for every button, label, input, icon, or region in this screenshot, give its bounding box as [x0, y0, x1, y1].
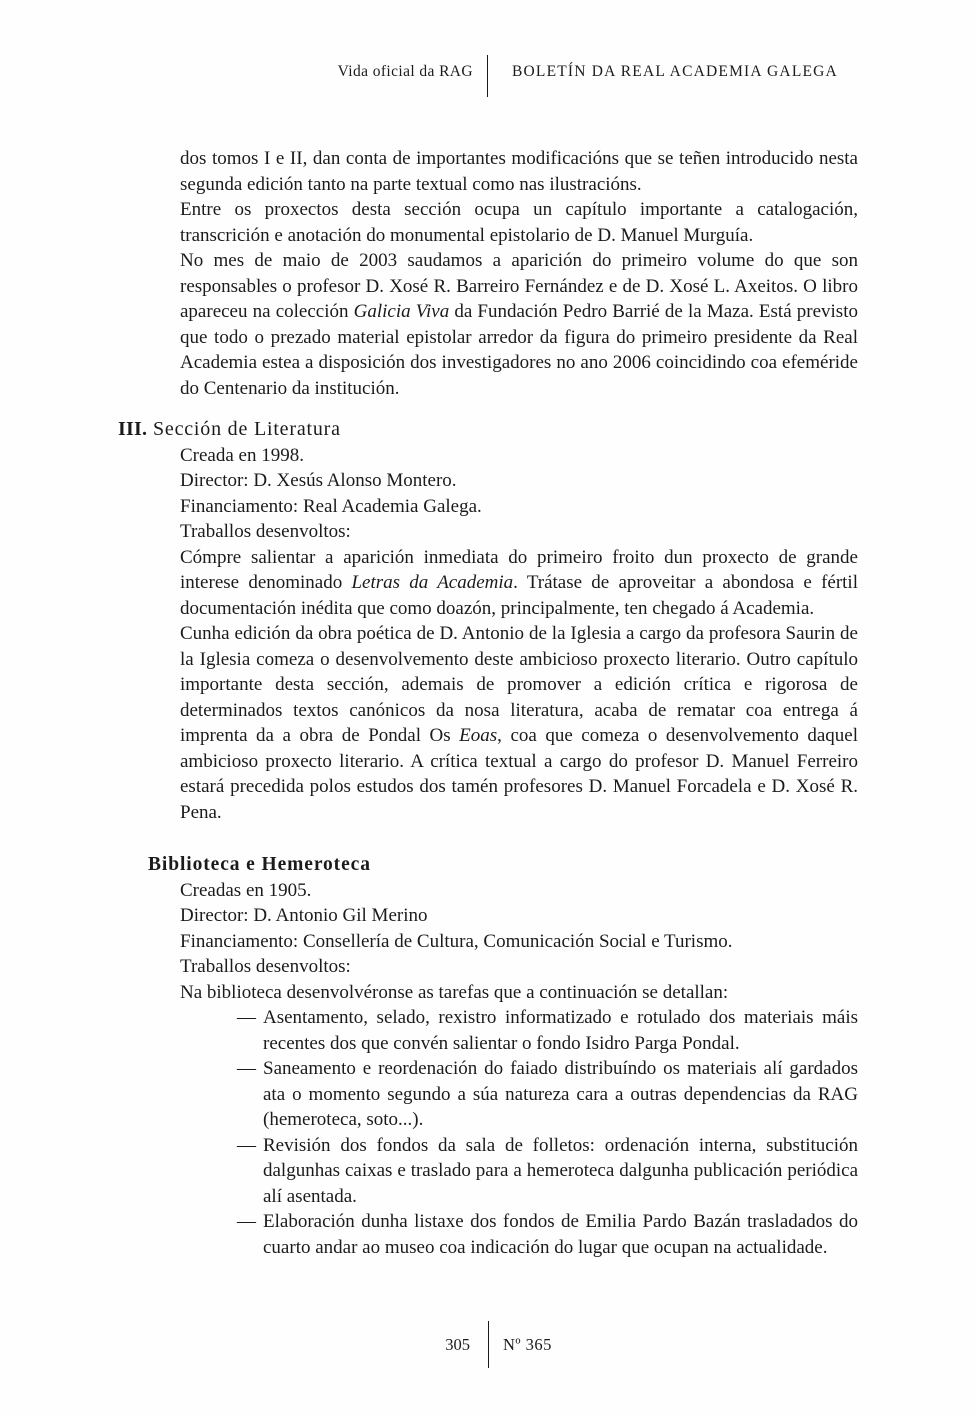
- subsection-heading: Biblioteca e Hemeroteca: [148, 854, 371, 875]
- list-item-text: Asentamento, selado, rexistro informatizado e rotulado dos materiais máis recentes dos que convén salientar o fondo Isidro Parga Pondal.: [263, 1007, 858, 1054]
- page-header: [0, 50, 975, 100]
- list-item: [180, 1005, 858, 1056]
- header-divider-rule: [487, 55, 488, 97]
- paragraph: [180, 545, 858, 622]
- meta-line: Traballos desenvoltos:: [180, 521, 351, 542]
- meta-line: Director: D. Antonio Gil Merino: [180, 905, 428, 926]
- page-footer: [0, 1320, 975, 1372]
- italic-title-text: Galicia Viva: [353, 301, 450, 322]
- meta-line: Financiamento: Real Academia Galega.: [180, 495, 482, 517]
- text-run: Cunha edición da obra poética de D. Antonio de la Iglesia a cargo da profesora Saurin de la Iglesia comeza o desenvolvemento deste ambicioso proxecto literario. Outro capítulo importante desta sección, ademais de promover a edición crítica e rigorosa de determinados textos canónicos da nosa literatura, acaba de rematar coa entrega á imprenta da a obra de Pondal Os: [180, 623, 858, 746]
- content-blocks: [118, 146, 858, 1260]
- meta-line: Director: D. Xesús Alonso Montero.: [180, 470, 457, 491]
- text-run: Entre os proxectos desta sección ocupa un capítulo importante a catalogación, transcrición e anotación do monumental epistolario de D. Manuel Murguía.: [180, 199, 858, 246]
- list-dash: —: [237, 1058, 256, 1079]
- text-run: No mes de maio de 2003 saudamos a aparición do primeiro volume do que son responsables o profesor D. Xosé R. Barreiro Fernández e de D. Xosé L. Axeitos. O libro apareceu na colección: [180, 250, 858, 322]
- text-run: Cómpre salientar a aparición inmediata do primeiro froito dun proxecto de grande interese denominado: [180, 546, 858, 593]
- list-dash: —: [237, 1211, 256, 1232]
- text-run: dos tomos I e II, dan conta de importantes modificacións que se teñen introducido nesta segunda edición tanto na parte textual como nas ilustracións.: [180, 148, 858, 195]
- header-journal-title: BOLETÍN DA REAL ACADEMIA GALEGA: [512, 63, 838, 80]
- list-dash: —: [237, 1134, 256, 1156]
- paragraph: [180, 248, 858, 401]
- meta-line: Na biblioteca desenvolvéronse as tarefas que a continuación se detallan:: [180, 981, 729, 1003]
- list-item-text: Elaboración dunha listaxe dos fondos de Emilia Pardo Bazán trasladados do cuarto andar ao museo coa indicación do lugar que ocupan na actualidade.: [263, 1211, 858, 1258]
- section-numeral: III.: [118, 418, 148, 440]
- header-section-title: Vida oficial da RAG: [337, 63, 473, 80]
- meta-line: Creadas en 1905.: [180, 879, 312, 901]
- italic-title-text: Letras da Academia: [351, 572, 514, 593]
- italic-title-text: Eoas: [459, 725, 498, 746]
- section-title: Sección de Literatura: [152, 418, 341, 440]
- footer-divider-rule: [488, 1321, 489, 1368]
- text-run: . Trátase de aproveitar a abondosa e fértil documentación inédita que como doazón, principalmente, ten chegado á Academia.: [180, 572, 858, 619]
- issue-number: Nº 365: [503, 1335, 552, 1354]
- list-item: [180, 1209, 858, 1260]
- list-item: [180, 1056, 858, 1133]
- list-dash: —: [237, 1007, 256, 1028]
- page-number: 305: [445, 1335, 470, 1354]
- text-run: da Fundación Pedro Barrié de la Maza. Está previsto que todo o prezado material epistolar arredor da figura do primeiro presidente da Real Academia estea a disposición dos investigadores no ano 2006 coincidindo coa efeméride do Centenario da institución.: [180, 301, 858, 399]
- paragraph: [180, 621, 858, 825]
- meta-line: Traballos desenvoltos:: [180, 956, 351, 977]
- list-item-text: Saneamento e reordenación do faiado distribuíndo os materiais alí gardados ata o momento segundo a súa natureza cara a outras dependencias da RAG (hemeroteca, soto...).: [263, 1058, 858, 1130]
- paragraph: [180, 146, 858, 197]
- list-item-text: Revisión dos fondos da sala de folletos: ordenación interna, substitución dalgunhas caixas e traslado para a hemeroteca dalgunha publicación periódica alí asentada.: [263, 1134, 858, 1207]
- meta-line: Creada en 1998.: [180, 444, 304, 466]
- text-run: , coa que comeza o desenvolvemento daquel ambicioso proxecto literario. A crítica textual a cargo do profesor D. Manuel Ferreiro estará precedida polos estudos dos tamén profesores D. Manuel Forcadela e D. Xosé R. Pena.: [180, 725, 858, 823]
- section-heading: [118, 417, 858, 443]
- paragraph: [180, 197, 858, 248]
- meta-line: Financiamento: Consellería de Cultura, Comunicación Social e Turismo.: [180, 930, 733, 952]
- list-item: [180, 1133, 858, 1210]
